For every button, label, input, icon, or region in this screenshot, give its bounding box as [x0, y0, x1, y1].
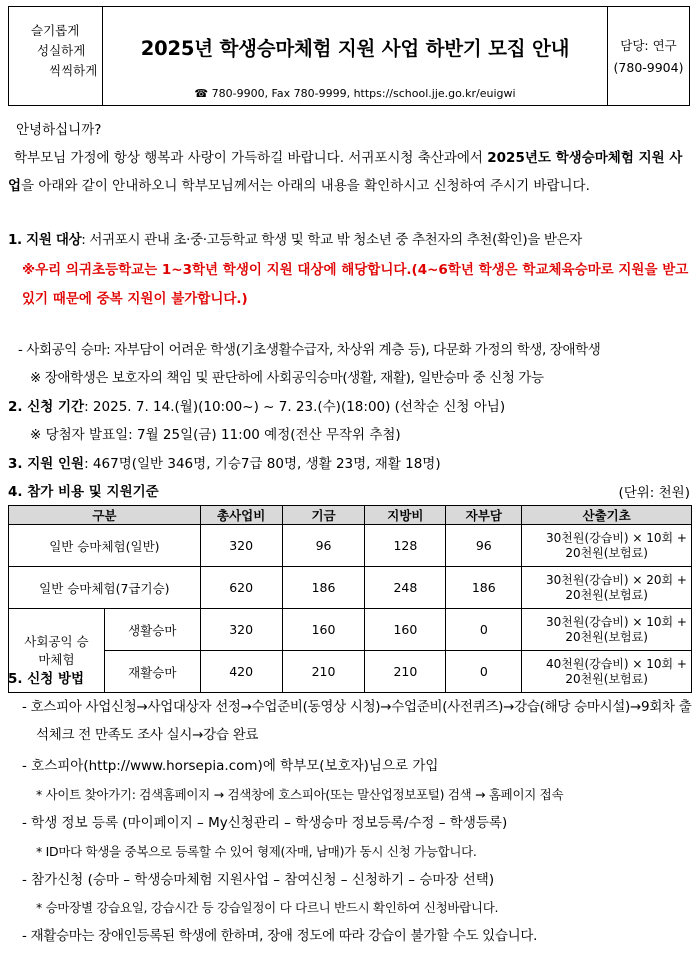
cell-local: 248 — [365, 567, 446, 609]
section-1-text: : 서귀포시 관내 초·중·고등학교 학생 및 학교 밖 청소년 중 추천자의 추천(확인)을 받은자 — [81, 232, 583, 248]
cell-local: 128 — [365, 525, 446, 567]
method-apply: - 참가신청 (승마 – 학생승마체험 지원사업 – 참여신청 – 신청하기 – 승마장 선택) — [22, 872, 495, 888]
section-1 — [8, 226, 692, 254]
calc-line-2: 20천원(보험료) — [565, 545, 648, 560]
cell-self: 186 — [446, 567, 522, 609]
method-schedule-note: * 승마장별 강습요일, 강습시간 등 강습일정이 다 다르니 반드시 확인하여 신청바랍니다. — [36, 900, 499, 915]
row-name: 재활승마 — [104, 651, 200, 693]
section-5-label: 5. 신청 방법 — [8, 671, 85, 687]
intro-paragraph — [8, 144, 692, 200]
cell-fund: 160 — [282, 609, 365, 651]
group-social-riding: 사회공익 승마체험 — [9, 609, 105, 693]
table-row — [9, 609, 692, 651]
method-rehab-note: - 재활승마는 장애인등록된 학생에 한하며, 장애 정도에 따라 강습이 불가할 수도 있습니다. — [22, 928, 538, 944]
cell-total: 620 — [200, 567, 282, 609]
cell-self: 0 — [446, 651, 522, 693]
calc-line-1: 40천원(강습비) × 10회 + — [545, 656, 687, 671]
cell-calc — [522, 567, 692, 609]
col-local: 지방비 — [365, 506, 446, 525]
col-category: 구분 — [9, 506, 201, 525]
notice-title: 2025년 학생승마체험 지원 사업 하반기 모집 안내 — [140, 37, 570, 60]
calc-line-2: 20천원(보험료) — [565, 671, 648, 686]
method-student-register: - 학생 정보 등록 (마이페이지 – My신청관리 – 학생승마 정보등록/수정 – 학생등록) — [22, 815, 508, 831]
social-riding-note: - 사회공익 승마: 자부담이 어려운 학생(기초생활수급자, 차상위 계층 등), 다문화 가정의 학생, 장애학생 — [18, 342, 601, 358]
col-total: 총사업비 — [200, 506, 282, 525]
greeting: 안녕하십니까? — [16, 122, 102, 138]
section-3 — [8, 450, 692, 478]
section-2-text: : 2025. 7. 14.(월)(10:00~) ~ 7. 23.(수)(18:00) (선착순 신청 아님) — [84, 399, 506, 415]
section-2 — [8, 393, 692, 421]
manager-label: 담당: 연구 — [620, 38, 677, 53]
row-name: 일반 승마체험(7급기승) — [9, 567, 201, 609]
intro-text-c: 을 아래와 같이 안내하오니 학부모님께서는 아래의 내용을 확인하시고 신청하여 주시기 바랍니다. — [21, 178, 590, 194]
notice-header — [8, 6, 690, 106]
section-1-label: 1. 지원 대상 — [8, 232, 82, 248]
col-fund: 기금 — [282, 506, 365, 525]
header-center — [103, 7, 607, 105]
calc-line-1: 30천원(강습비) × 10회 + — [545, 530, 687, 545]
eligibility-note: ※우리 의귀초등학교는 1~3학년 학생이 지원 대상에 해당합니다.(4~6학년 학생은 학교체육승마로 지원을 받고 있기 때문에 중복 지원이 불가합니다.) — [22, 262, 689, 307]
row-name: 일반 승마체험(일반) — [9, 525, 201, 567]
cell-total: 320 — [200, 609, 282, 651]
cell-local: 160 — [365, 609, 446, 651]
table-row — [9, 525, 692, 567]
cell-total: 320 — [200, 525, 282, 567]
manager-phone: (780-9904) — [613, 60, 684, 75]
cell-fund: 186 — [282, 567, 365, 609]
disabled-student-note: ※ 장애학생은 보호자의 책임 및 판단하에 사회공익승마(생활, 재활), 일반승마 중 신청 가능 — [30, 370, 544, 386]
cell-local: 210 — [365, 651, 446, 693]
cell-fund: 96 — [282, 525, 365, 567]
intro-program-name: 2025년도 학생승마체험 지원 사업 — [8, 150, 683, 194]
announcement-note: ※ 당첨자 발표일: 7월 25일(금) 11:00 예정(전산 무작위 추첨) — [30, 427, 401, 443]
cell-self: 96 — [446, 525, 522, 567]
section-3-text: : 467명(일반 346명, 기승7급 80명, 생활 23명, 재활 18명) — [84, 456, 441, 472]
unit-label: (단위: 천원) — [618, 485, 690, 501]
table-row — [9, 567, 692, 609]
cell-fund: 210 — [282, 651, 365, 693]
method-signup: - 호스피아(http://www.horsepia.com)에 학부모(보호자)님으로 가입 — [22, 758, 439, 774]
row-name: 생활승마 — [104, 609, 200, 651]
manager-info — [607, 7, 689, 105]
intro-text-a: 학부모님 가정에 항상 행복과 사랑이 가득하길 바랍니다. 서귀포시청 축산과에서 — [14, 150, 488, 166]
cell-calc — [522, 609, 692, 651]
table-header-row — [9, 506, 692, 525]
section-3-label: 3. 지원 인원 — [8, 456, 85, 472]
section-5 — [8, 665, 692, 693]
calc-line-2: 20천원(보험료) — [565, 587, 648, 602]
motto-line-1: 슬기롭게 — [31, 23, 80, 38]
calc-line-1: 30천원(강습비) × 20회 + — [545, 572, 687, 587]
motto-line-2: 성실하게 — [37, 43, 86, 58]
cell-total: 420 — [200, 651, 282, 693]
section-4 — [8, 478, 692, 506]
section-2-label: 2. 신청 기간 — [8, 399, 85, 415]
contact-info: ☎ 780-9900, Fax 780-9999, https://school.jje.go.kr/euigwi — [194, 87, 516, 100]
col-self: 자부담 — [446, 506, 522, 525]
cell-calc — [522, 525, 692, 567]
calc-line-1: 30천원(강습비) × 10회 + — [545, 614, 687, 629]
section-4-label: 4. 참가 비용 및 지원기준 — [8, 484, 159, 500]
method-site-note: * 사이트 찾아가기: 검색홈페이지 → 검색창에 호스피아(또는 말산업정보포털) 검색 → 홈페이지 접속 — [36, 787, 564, 802]
cell-self: 0 — [446, 609, 522, 651]
calc-line-2: 20천원(보험료) — [565, 629, 648, 644]
col-calc: 산출기초 — [522, 506, 692, 525]
school-motto — [9, 7, 103, 105]
method-sibling-note: * ID마다 학생을 중복으로 등록할 수 있어 형제(자매, 남매)가 동시 신청 가능합니다. — [36, 844, 477, 859]
method-step-flow: - 호스피아 사업신청→사업대상자 선정→수업준비(동영상 시청)→수업준비(사전퀴즈)→강습(해당 승마시설)→9회차 출석체크 전 만족도 조사 실시→강습 완료 — [22, 699, 692, 743]
motto-line-3: 씩씩하게 — [49, 63, 98, 78]
